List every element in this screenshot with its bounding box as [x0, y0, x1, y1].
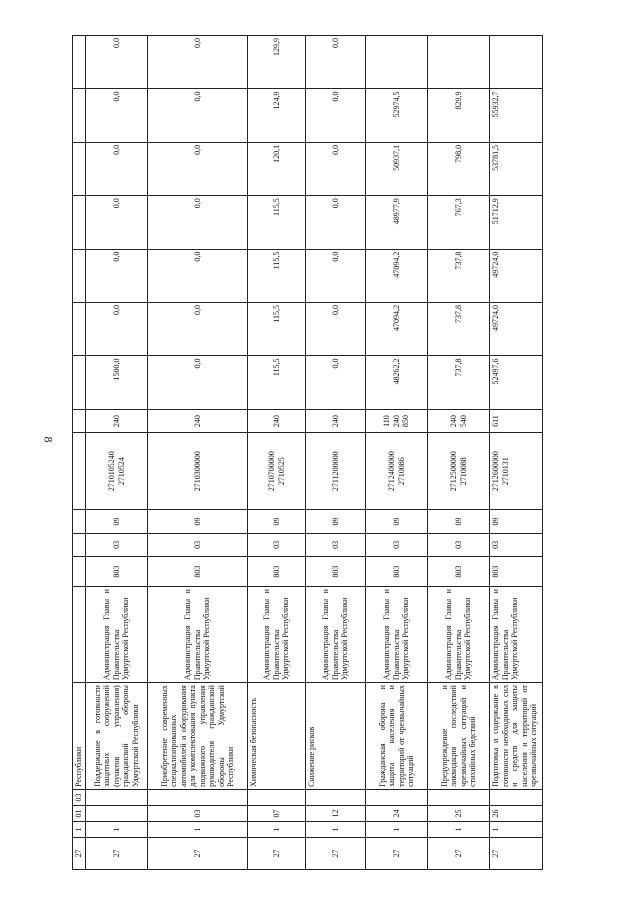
cell-pr: 09	[248, 510, 306, 533]
cell-v4: 0,0	[148, 196, 248, 249]
cell-c2: 1	[490, 821, 543, 837]
cell-c2: 1	[148, 821, 248, 837]
cell-c3	[86, 805, 148, 821]
cell-v3: 49724,0	[490, 249, 543, 302]
cell-name: Поддержание в готовности защитных сооружений (пунктов управления) гражданской обороны Удмуртской Республики	[86, 683, 148, 790]
cell-vr: 240 540	[428, 409, 490, 432]
cell-v3: 47094,2	[366, 249, 428, 302]
cell-name: Предупреждение и ликвидация последствий чрезвычайных ситуаций и стихийных бедствий	[428, 683, 490, 790]
cell-v3: 0,0	[306, 249, 366, 302]
cell-v4: 48977,9	[366, 196, 428, 249]
cell-v6: 829,9	[428, 89, 490, 142]
table-row	[490, 36, 543, 870]
cell-v3: 737,8	[428, 249, 490, 302]
cell-exec: Администрация Главы и Правительства Удмуртской Республики	[306, 587, 366, 683]
cell-c1: 27	[366, 837, 428, 869]
cell-v1: 115,5	[248, 356, 306, 409]
cell-c4: 03	[73, 789, 86, 805]
cell-name: Гражданская оборона и защита населения и территорий от чрезвычайных ситуаций	[366, 683, 428, 790]
cell-pr: 09	[490, 510, 543, 533]
cell-exec: Администрация Главы и Правительства Удмуртской Республики	[428, 587, 490, 683]
cell-v7: 0,0	[148, 36, 248, 89]
cell-c4	[248, 789, 306, 805]
cell-v6: 124,9	[248, 89, 306, 142]
cell-c4	[86, 789, 148, 805]
cell-v2: 0,0	[148, 303, 248, 356]
cell-v1: 737,8	[428, 356, 490, 409]
cell-v2: 0,0	[306, 303, 366, 356]
cell-c3: 25	[428, 805, 490, 821]
cell-vr: 110 240 850	[366, 409, 428, 432]
cell-c1: 27	[248, 837, 306, 869]
cell-v2: 0,0	[86, 303, 148, 356]
cell-grbs: 803	[366, 557, 428, 587]
cell-grbs: 803	[428, 557, 490, 587]
cell-rz: 03	[86, 533, 148, 556]
cell-pr: 09	[366, 510, 428, 533]
cell-exec	[73, 587, 86, 683]
cell-v5: 798,0	[428, 142, 490, 195]
cell-v7: 0,0	[306, 36, 366, 89]
cell-name: Республики	[73, 683, 86, 790]
cell-v1: 0,0	[306, 356, 366, 409]
cell-csr: 2710700000 2710525	[248, 433, 306, 510]
cell-grbs: 803	[490, 557, 543, 587]
cell-vr: 240	[306, 409, 366, 432]
cell-v6: 52974,5	[366, 89, 428, 142]
cell-v5: 0,0	[306, 142, 366, 195]
cell-c1: 27	[148, 837, 248, 869]
cell-c2: 1	[248, 821, 306, 837]
cell-v7	[366, 36, 428, 89]
cell-rz: 03	[490, 533, 543, 556]
cell-v1: 1500,0	[86, 356, 148, 409]
cell-name: Химическая безопасность	[248, 683, 306, 790]
table-row	[73, 36, 86, 870]
cell-v7: 0,0	[86, 36, 148, 89]
cell-c4	[306, 789, 366, 805]
cell-vr: 240	[86, 409, 148, 432]
cell-c3: 26	[490, 805, 543, 821]
cell-v2: 737,8	[428, 303, 490, 356]
cell-c3: 24	[366, 805, 428, 821]
cell-c4	[428, 789, 490, 805]
cell-c2: 1	[366, 821, 428, 837]
cell-v1: 48262,2	[366, 356, 428, 409]
cell-v5: 0,0	[86, 142, 148, 195]
cell-v6: 0,0	[86, 89, 148, 142]
cell-v7	[428, 36, 490, 89]
cell-c2: 1	[86, 821, 148, 837]
cell-c2: 1	[306, 821, 366, 837]
cell-v3: 115,5	[248, 249, 306, 302]
cell-rz: 03	[306, 533, 366, 556]
cell-pr: 09	[148, 510, 248, 533]
cell-c4	[366, 789, 428, 805]
cell-c3: 07	[248, 805, 306, 821]
cell-grbs: 803	[148, 557, 248, 587]
cell-c1: 27	[73, 837, 86, 869]
cell-v3: 0,0	[148, 249, 248, 302]
cell-vr: 240	[148, 409, 248, 432]
cell-v2: 47094,2	[366, 303, 428, 356]
cell-vr: 240	[248, 409, 306, 432]
cell-c3: 03	[148, 805, 248, 821]
cell-c1: 27	[490, 837, 543, 869]
page-number: 8	[41, 436, 56, 443]
cell-v6: 55932,7	[490, 89, 543, 142]
cell-csr: 2710105240 2710524	[86, 433, 148, 510]
cell-v6: 0,0	[306, 89, 366, 142]
cell-v3: 0,0	[86, 249, 148, 302]
cell-v5: 50937,1	[366, 142, 428, 195]
cell-c3: 12	[306, 805, 366, 821]
cell-name: Приобретение современных специализированных автомобилей и оборудования для укомплектования пункта подвижного управления руководителя гражданской обороны Удмуртской Республики	[148, 683, 248, 790]
cell-v6: 0,0	[148, 89, 248, 142]
cell-v5: 120,1	[248, 142, 306, 195]
cell-v4: 0,0	[306, 196, 366, 249]
rotated-table-wrapper	[72, 35, 627, 870]
cell-c1: 27	[428, 837, 490, 869]
cell-exec: Администрация Главы и Правительства Удмуртской Республики	[490, 587, 543, 683]
cell-v5: 0,0	[148, 142, 248, 195]
cell-v2: 115,5	[248, 303, 306, 356]
cell-c2: 1	[73, 821, 86, 837]
cell-v1: 0,0	[148, 356, 248, 409]
cell-v5: 53781,5	[490, 142, 543, 195]
cell-pr: 09	[86, 510, 148, 533]
cell-v4: 0,0	[86, 196, 148, 249]
cell-v4: 115,5	[248, 196, 306, 249]
cell-grbs: 803	[306, 557, 366, 587]
cell-exec: Администрация Главы и Правительства Удмуртской Республики	[86, 587, 148, 683]
cell-pr: 09	[306, 510, 366, 533]
cell-v1: 52497,6	[490, 356, 543, 409]
table-row	[148, 36, 248, 870]
cell-grbs: 803	[86, 557, 148, 587]
cell-exec: Администрация Главы и Правительства Удмуртской Республики	[366, 587, 428, 683]
cell-exec: Администрация Главы и Правительства Удмуртской Республики	[148, 587, 248, 683]
cell-name: Снижение рисков	[306, 683, 366, 790]
cell-c1: 27	[86, 837, 148, 869]
table-row	[86, 36, 148, 870]
cell-grbs: 803	[248, 557, 306, 587]
cell-c2: 1	[428, 821, 490, 837]
cell-c4	[490, 789, 543, 805]
cell-c1: 27	[306, 837, 366, 869]
table-row	[248, 36, 306, 870]
cell-exec: Администрация Главы и Правительства Удмуртской Республики	[248, 587, 306, 683]
cell-v2: 49724,0	[490, 303, 543, 356]
cell-v4: 767,3	[428, 196, 490, 249]
cell-csr: 2712600000 2710131	[490, 433, 543, 510]
cell-rz: 03	[366, 533, 428, 556]
cell-rz: 03	[248, 533, 306, 556]
cell-csr: 2712500000 2710088	[428, 433, 490, 510]
table-row	[366, 36, 428, 870]
cell-rz: 03	[428, 533, 490, 556]
cell-c4	[148, 789, 248, 805]
cell-v7: 129,9	[248, 36, 306, 89]
budget-table	[72, 35, 543, 870]
cell-name: Подготовка и содержание в готовности необходимых сил и средств для защиты населения и территорий от чрезвычайных ситуаций	[490, 683, 543, 790]
cell-v7	[490, 36, 543, 89]
cell-rz: 03	[148, 533, 248, 556]
cell-csr: 2712400000 2710086	[366, 433, 428, 510]
table-row	[428, 36, 490, 870]
cell-pr: 09	[428, 510, 490, 533]
table-row	[306, 36, 366, 870]
cell-csr: 2710300000	[148, 433, 248, 510]
cell-csr: 2711200000	[306, 433, 366, 510]
cell-c3: 01	[73, 805, 86, 821]
cell-vr: 611	[490, 409, 543, 432]
cell-v4: 51712,9	[490, 196, 543, 249]
